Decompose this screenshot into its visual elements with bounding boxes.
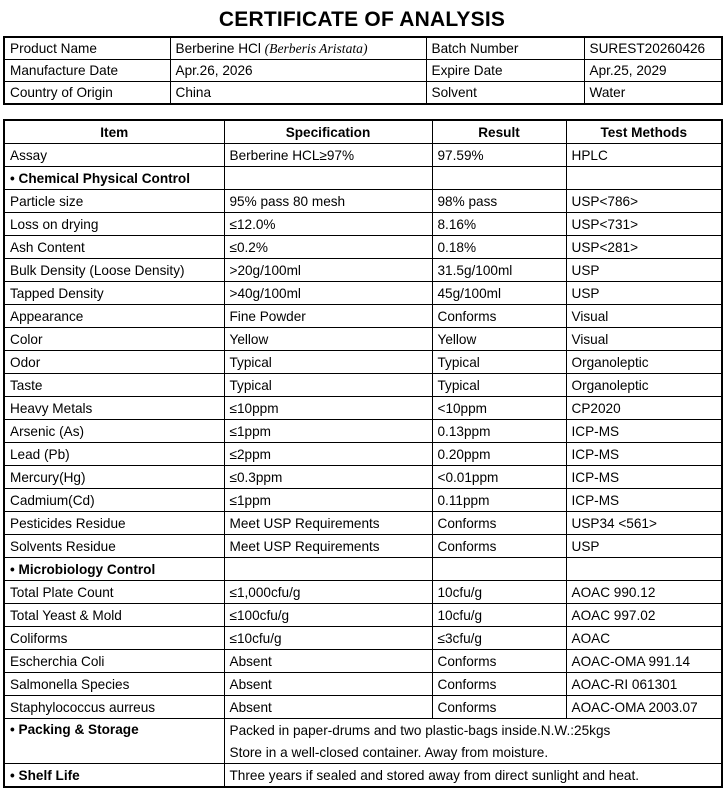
cell-result: 31.5g/100ml [432, 259, 566, 282]
batch-number-value: SUREST20260426 [584, 37, 722, 60]
cell-specification: ≤0.2% [224, 236, 432, 259]
table-row [4, 535, 722, 558]
cell-item: Color [4, 328, 224, 351]
cell-method: USP34 <561> [566, 512, 722, 535]
cell-specification: ≤2ppm [224, 443, 432, 466]
cell-method: AOAC-OMA 991.14 [566, 650, 722, 673]
product-latin-name: (Berberis Aristata) [264, 40, 368, 56]
table-row [4, 673, 722, 696]
product-name: Berberine HCl [175, 40, 261, 56]
cell-item: Appearance [4, 305, 224, 328]
cell-result: 0.18% [432, 236, 566, 259]
cell-specification: Typical [224, 351, 432, 374]
table-row [4, 581, 722, 604]
section-label-chemical: • Chemical Physical Control [4, 167, 224, 190]
cell-item: Coliforms [4, 627, 224, 650]
cell-specification: ≤0.3ppm [224, 466, 432, 489]
packing-row-1 [4, 719, 722, 742]
cell-result: 0.20ppm [432, 443, 566, 466]
storage-text: Store in a well-closed container. Away from moisture. [224, 741, 722, 764]
cell-method: Organoleptic [566, 351, 722, 374]
cell-item: Salmonella Species [4, 673, 224, 696]
manufacture-date-label: Manufacture Date [4, 60, 170, 82]
cell-specification: Berberine HCL≥97% [224, 144, 432, 167]
cell-method: USP<786> [566, 190, 722, 213]
cell-method: AOAC 990.12 [566, 581, 722, 604]
table-row [4, 397, 722, 420]
column-header-specification: Specification [224, 120, 432, 144]
cell-specification: Absent [224, 673, 432, 696]
cell-result: Typical [432, 351, 566, 374]
cell-method: USP<731> [566, 213, 722, 236]
section-label-microbiology: • Microbiology Control [4, 558, 224, 581]
table-row [4, 190, 722, 213]
document-title: CERTIFICATE OF ANALYSIS [218, 8, 506, 31]
column-header-result: Result [432, 120, 566, 144]
table-row [4, 650, 722, 673]
analysis-table [3, 119, 723, 788]
cell-item: Assay [4, 144, 224, 167]
expire-date-value: Apr.25, 2029 [584, 60, 722, 82]
table-row [4, 305, 722, 328]
cell-result: 0.13ppm [432, 420, 566, 443]
solvent-label: Solvent [426, 82, 584, 105]
cell-method: ICP-MS [566, 443, 722, 466]
cell-item: Total Plate Count [4, 581, 224, 604]
column-header-test-methods: Test Methods [566, 120, 722, 144]
cell-method: AOAC [566, 627, 722, 650]
cell-item: Tapped Density [4, 282, 224, 305]
cell-item: Cadmium(Cd) [4, 489, 224, 512]
cell-item: Total Yeast & Mold [4, 604, 224, 627]
cell-specification: >40g/100ml [224, 282, 432, 305]
cell-item: Taste [4, 374, 224, 397]
cell-result: Conforms [432, 305, 566, 328]
cell-result: <0.01ppm [432, 466, 566, 489]
cell-item: Solvents Residue [4, 535, 224, 558]
table-row [4, 627, 722, 650]
table-row [4, 259, 722, 282]
assay-row [4, 144, 722, 167]
cell-result: 98% pass [432, 190, 566, 213]
cell-item: Arsenic (As) [4, 420, 224, 443]
section-row-microbiology [4, 558, 722, 581]
table-row [4, 443, 722, 466]
batch-number-label: Batch Number [426, 37, 584, 60]
table-row [4, 466, 722, 489]
table-row [4, 282, 722, 305]
cell-result: Conforms [432, 650, 566, 673]
product-name-value [170, 37, 426, 60]
cell-item: Heavy Metals [4, 397, 224, 420]
cell-method: AOAC-OMA 2003.07 [566, 696, 722, 719]
table-row [4, 696, 722, 719]
table-row [4, 604, 722, 627]
info-row [4, 37, 722, 60]
cell-result: 45g/100ml [432, 282, 566, 305]
cell-result: Typical [432, 374, 566, 397]
analysis-table-body [4, 144, 722, 788]
cell-specification: Absent [224, 696, 432, 719]
cell-result: 10cfu/g [432, 581, 566, 604]
table-row [4, 420, 722, 443]
table-row [4, 489, 722, 512]
cell-result: Yellow [432, 328, 566, 351]
solvent-value: Water [584, 82, 722, 105]
origin-label: Country of Origin [4, 82, 170, 105]
cell-specification: >20g/100ml [224, 259, 432, 282]
table-row [4, 351, 722, 374]
cell-result: ≤3cfu/g [432, 627, 566, 650]
product-info-table [3, 36, 723, 105]
cell-specification: 95% pass 80 mesh [224, 190, 432, 213]
cell-specification: Meet USP Requirements [224, 535, 432, 558]
manufacture-date-value: Apr.26, 2026 [170, 60, 426, 82]
info-row [4, 60, 722, 82]
origin-value: China [170, 82, 426, 105]
cell-method: USP [566, 282, 722, 305]
cell-result: 0.11ppm [432, 489, 566, 512]
info-row [4, 82, 722, 105]
section-row-chemical [4, 167, 722, 190]
cell-result: 97.59% [432, 144, 566, 167]
cell-method: AOAC 997.02 [566, 604, 722, 627]
cell-method: USP [566, 535, 722, 558]
cell-item: Ash Content [4, 236, 224, 259]
cell-specification: ≤1,000cfu/g [224, 581, 432, 604]
cell-method: CP2020 [566, 397, 722, 420]
cell-result: 8.16% [432, 213, 566, 236]
table-row [4, 328, 722, 351]
shelf-life-row [4, 764, 722, 788]
cell-result: Conforms [432, 696, 566, 719]
cell-item: Particle size [4, 190, 224, 213]
cell-result: 10cfu/g [432, 604, 566, 627]
cell-specification: ≤100cfu/g [224, 604, 432, 627]
cell-item: Bulk Density (Loose Density) [4, 259, 224, 282]
cell-specification: ≤1ppm [224, 420, 432, 443]
packing-text: Packed in paper-drums and two plastic-bags inside.N.W.:25kgs [224, 719, 722, 742]
cell-method: Visual [566, 328, 722, 351]
cell-method: ICP-MS [566, 420, 722, 443]
cell-method: Visual [566, 305, 722, 328]
cell-specification: ≤12.0% [224, 213, 432, 236]
cell-method: Organoleptic [566, 374, 722, 397]
cell-item: Escherchia Coli [4, 650, 224, 673]
cell-item: Odor [4, 351, 224, 374]
cell-result: Conforms [432, 512, 566, 535]
cell-specification: Yellow [224, 328, 432, 351]
cell-specification: Typical [224, 374, 432, 397]
cell-item: Staphylococcus aurreus [4, 696, 224, 719]
cell-method: ICP-MS [566, 489, 722, 512]
cell-specification: ≤10ppm [224, 397, 432, 420]
cell-specification: Meet USP Requirements [224, 512, 432, 535]
expire-date-label: Expire Date [426, 60, 584, 82]
cell-item: Loss on drying [4, 213, 224, 236]
column-header-row [4, 120, 722, 144]
cell-item: Pesticides Residue [4, 512, 224, 535]
cell-method: ICP-MS [566, 466, 722, 489]
shelf-life-text: Three years if sealed and stored away from direct sunlight and heat. [224, 764, 722, 788]
cell-result: Conforms [432, 535, 566, 558]
cell-result: <10ppm [432, 397, 566, 420]
table-row [4, 236, 722, 259]
shelf-life-label: • Shelf Life [4, 764, 224, 788]
cell-result: Conforms [432, 673, 566, 696]
cell-specification: ≤10cfu/g [224, 627, 432, 650]
cell-method: USP [566, 259, 722, 282]
cell-method: USP<281> [566, 236, 722, 259]
cell-item: Lead (Pb) [4, 443, 224, 466]
packing-storage-label: • Packing & Storage [4, 719, 224, 764]
cell-specification: Fine Powder [224, 305, 432, 328]
cell-specification: Absent [224, 650, 432, 673]
column-header-item: Item [4, 120, 224, 144]
table-row [4, 512, 722, 535]
cell-specification: ≤1ppm [224, 489, 432, 512]
product-name-label: Product Name [4, 37, 170, 60]
table-row [4, 213, 722, 236]
cell-item: Mercury(Hg) [4, 466, 224, 489]
table-row [4, 374, 722, 397]
cell-method: AOAC-RI 061301 [566, 673, 722, 696]
cell-method: HPLC [566, 144, 722, 167]
